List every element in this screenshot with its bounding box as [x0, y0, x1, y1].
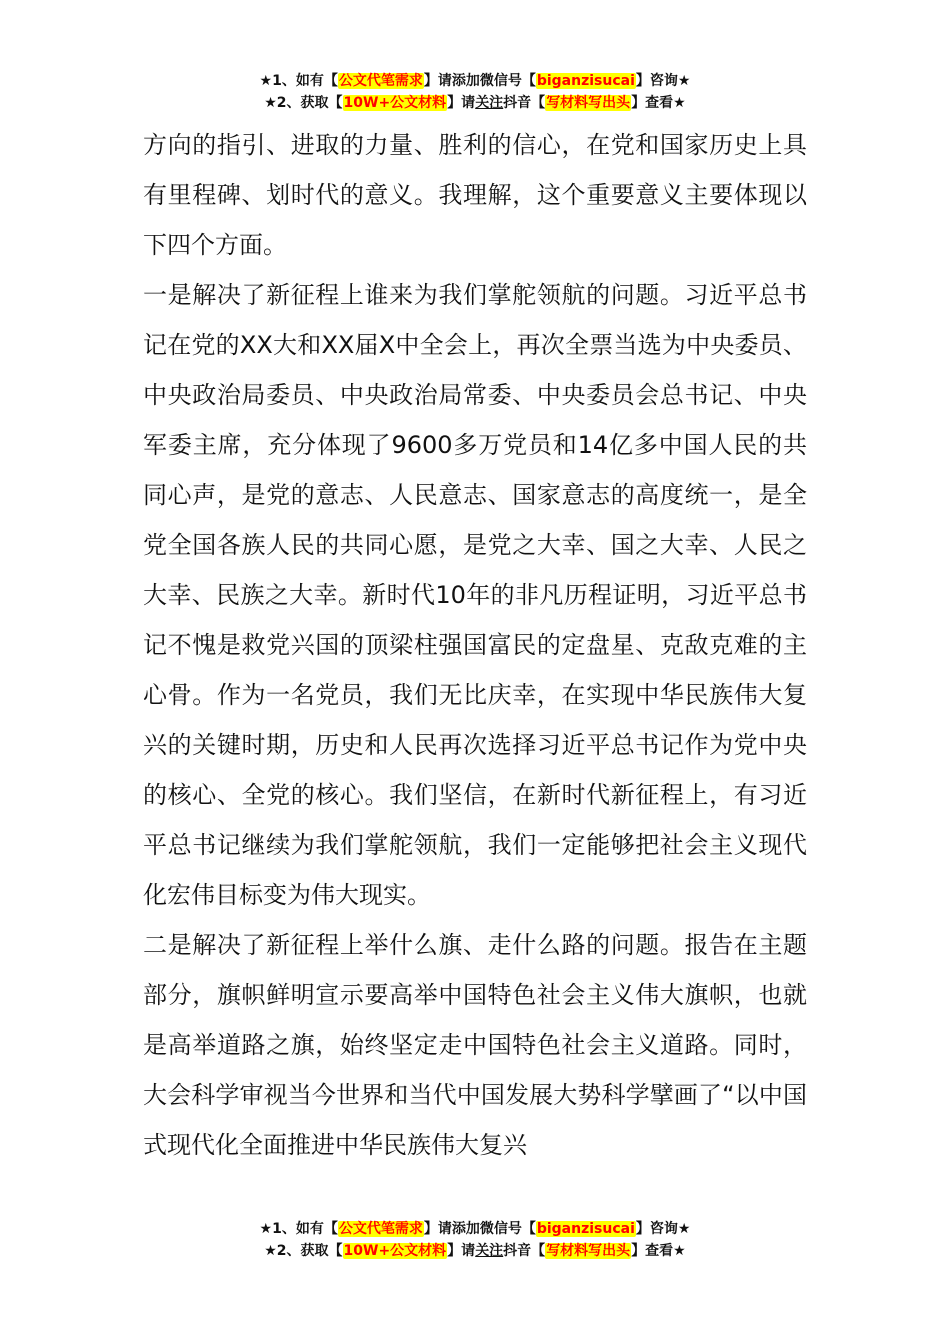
banner-line-2 — [0, 1240, 950, 1262]
banner-text: 加 — [465, 1221, 480, 1237]
banner-highlight: 公文代笔需求 — [338, 1221, 423, 1237]
banner-text: 关注 — [475, 1243, 504, 1259]
bottom-banner — [0, 1218, 950, 1262]
banner-line-2 — [0, 92, 950, 114]
banner-text: ★2、获取【 — [264, 95, 343, 111]
banner-highlight: 10W+公文材料 — [343, 95, 447, 111]
banner-text: 微信号【 — [479, 73, 536, 89]
banner-text: 】请添 — [423, 1221, 466, 1237]
banner-text: 】咨询★ — [635, 73, 691, 89]
banner-highlight: 写材料写出头 — [546, 1243, 631, 1259]
banner-highlight: biganzisucai — [536, 73, 635, 89]
paragraph: 二是解决了新征程上举什么旗、走什么路的问题。报告在主题部分，旗帜鲜明宣示要高举中国特色社会主义伟大旗帜，也就是高举道路之旗，始终坚定走中国特色社会主义道路。同时，大会科学审视当今世界和当代中国发展大势科学擘画了“以中国式现代化全面推进中华民族伟大复兴 — [143, 931, 807, 1159]
banner-text: 】请 — [447, 95, 476, 111]
banner-line-1 — [0, 1218, 950, 1240]
banner-text: 】查看★ — [631, 95, 686, 111]
banner-text: ★2、获取【 — [264, 1243, 343, 1259]
banner-text: 微信号【 — [479, 1221, 536, 1237]
banner-text: ★1、如有【 — [259, 1221, 338, 1237]
banner-text: 】请添 — [423, 73, 466, 89]
banner-text: 】查看★ — [631, 1243, 686, 1259]
banner-highlight: 写材料写出头 — [546, 95, 631, 111]
banner-text: 抖音【 — [503, 95, 546, 111]
top-banner — [0, 70, 950, 114]
banner-text: 抖音【 — [503, 1243, 546, 1259]
paragraph: 方向的指引、进取的力量、胜利的信心，在党和国家历史上具有里程碑、划时代的意义。我理解，这个重要意义主要体现以下四个方面。 — [143, 131, 807, 259]
banner-highlight: 10W+公文材料 — [343, 1243, 447, 1259]
banner-highlight: biganzisucai — [536, 1221, 635, 1237]
banner-line-1 — [0, 70, 950, 92]
paragraph: 一是解决了新征程上谁来为我们掌舵领航的问题。习近平总书记在党的XX大和XX届X中全会上，再次全票当选为中央委员、中央政治局委员、中央政治局常委、中央委员会总书记、中央军委主席，充分体现了9600多万党员和14亿多中国人民的共同心声，是党的意志、人民意志、国家意志的高度统一，是全党全国各族人民的共同心愿，是党之大幸、国之大幸、人民之大幸、民族之大幸。新时代10年的非凡历程证明，习近平总书记不愧是救党兴国的顶梁柱强国富民的定盘星、克敌克难的主心骨。作为一名党员，我们无比庆幸，在实现中华民族伟大复兴的关键时期，历史和人民再次选择习近平总书记作为党中央的核心、全党的核心。我们坚信，在新时代新征程上，有习近平总书记继续为我们掌舵领航，我们一定能够把社会主义现代化宏伟目标变为伟大现实。 — [143, 281, 807, 909]
banner-text: 】请 — [447, 1243, 476, 1259]
banner-text: 加 — [465, 73, 480, 89]
banner-text: ★1、如有【 — [259, 73, 338, 89]
document-body — [143, 120, 807, 1170]
banner-text: 关注 — [475, 95, 504, 111]
banner-text: 】咨询★ — [635, 1221, 691, 1237]
banner-highlight: 公文代笔需求 — [338, 73, 423, 89]
